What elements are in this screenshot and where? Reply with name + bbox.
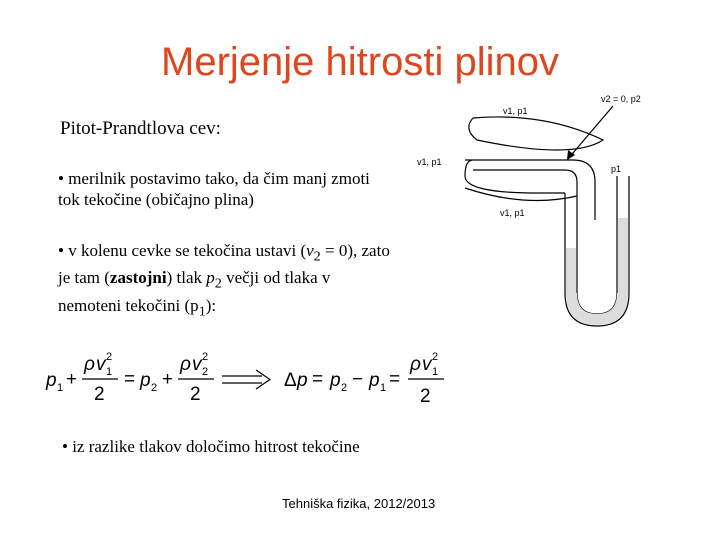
- formula-rho-3: ρ: [410, 354, 421, 375]
- label-stagnation: v2 = 0, p2: [601, 94, 641, 104]
- formula-p1: p: [46, 370, 57, 391]
- bullet-marker: •: [58, 169, 64, 188]
- formula-v-2-sq: 2: [202, 351, 209, 363]
- formula-rho-1: ρ: [84, 354, 95, 375]
- formula-rho-2: ρ: [180, 354, 191, 375]
- implies-arrow: [222, 370, 270, 389]
- formula-equals-3: =: [389, 369, 401, 390]
- formula-den-2: 2: [190, 384, 201, 405]
- formula-p2b: p: [330, 370, 341, 391]
- tube-outer-wall: [465, 160, 595, 220]
- formula-p1b: p: [369, 370, 380, 391]
- slide-footer: Tehniška fizika, 2012/2013: [282, 496, 436, 511]
- bullet-1: [58, 168, 388, 210]
- formula-v-3: v: [422, 354, 432, 375]
- streamline-top: [469, 117, 603, 150]
- formula-p1b-sub: 1: [380, 382, 387, 394]
- label-bottom: v1, p1: [500, 208, 525, 218]
- slide-title: Merjenje hitrosti plinov: [161, 40, 559, 84]
- label-left: v1, p1: [417, 157, 442, 167]
- bullet-2-var-v: v: [306, 241, 314, 260]
- formula-den-1: 2: [94, 384, 105, 405]
- formula-v-1-sq: 2: [106, 351, 113, 363]
- formula-p1-sub: 1: [57, 382, 64, 394]
- label-top: v1, p1: [503, 106, 528, 116]
- bullet-2-sub-2: 2: [313, 248, 321, 265]
- bullet-marker: •: [58, 241, 64, 260]
- manometer-fluid-right: [618, 218, 628, 296]
- bullet-3-text: iz razlike tlakov določimo hitrost tekočine: [72, 437, 360, 456]
- formula-p2: p: [140, 370, 151, 391]
- formula-den-3: 2: [420, 386, 431, 407]
- bullet-marker: •: [62, 437, 68, 456]
- formula-v-3-sub: 1: [432, 366, 439, 378]
- streamline-bottom: [465, 188, 577, 201]
- formula-p2-sub: 2: [151, 382, 158, 394]
- formula-minus: −: [352, 369, 364, 390]
- formula-plus-2: +: [162, 369, 174, 390]
- bullet-2-bold: zastojni: [109, 268, 167, 288]
- formula-plus-1: +: [66, 369, 78, 390]
- bullet-2-part3: ) tlak: [166, 268, 207, 288]
- bullet-2-sub-1: 1: [198, 303, 206, 320]
- stagnation-arrow: [567, 106, 613, 160]
- formula-equals-1: =: [124, 369, 136, 390]
- bullet-2-part2: = 0), zato je tam (: [58, 241, 390, 288]
- formula-v-1-sub: 1: [106, 366, 113, 378]
- pitot-tube-diagram: [405, 88, 675, 328]
- formula-v-2: v: [192, 354, 202, 375]
- formula-delta-p: p: [297, 370, 308, 391]
- bullet-2-part1: v kolenu cevke se tekočina ustavi (: [68, 241, 307, 260]
- bernoulli-formula: [40, 340, 460, 420]
- bullet-2-part5: ):: [205, 295, 217, 315]
- formula-v-2-sub: 2: [202, 366, 209, 378]
- bullet-3: [62, 436, 442, 457]
- formula-v-3-sq: 2: [432, 351, 439, 363]
- bullet-2-var-p: p: [206, 268, 215, 288]
- formula-v-1: v: [96, 354, 106, 375]
- formula-p2b-sub: 2: [341, 382, 348, 394]
- formula-equals-2: =: [312, 369, 324, 390]
- bullet-2-text: [58, 241, 390, 320]
- slide-subtitle: Pitot-Prandtlova cev:: [60, 118, 221, 139]
- bullet-2-part4: večji od tlaka v nemoteni tekočini (p: [58, 268, 331, 315]
- formula-delta: Δ: [284, 370, 297, 391]
- manometer-fluid-left: [566, 248, 576, 296]
- bullet-1-text: merilnik postavimo tako, da čim manj zmoti tok tekočine (običajno plina): [58, 169, 370, 209]
- bullet-2: [58, 240, 393, 322]
- label-right: p1: [611, 164, 622, 174]
- bullet-2-sub-2b: 2: [214, 275, 222, 292]
